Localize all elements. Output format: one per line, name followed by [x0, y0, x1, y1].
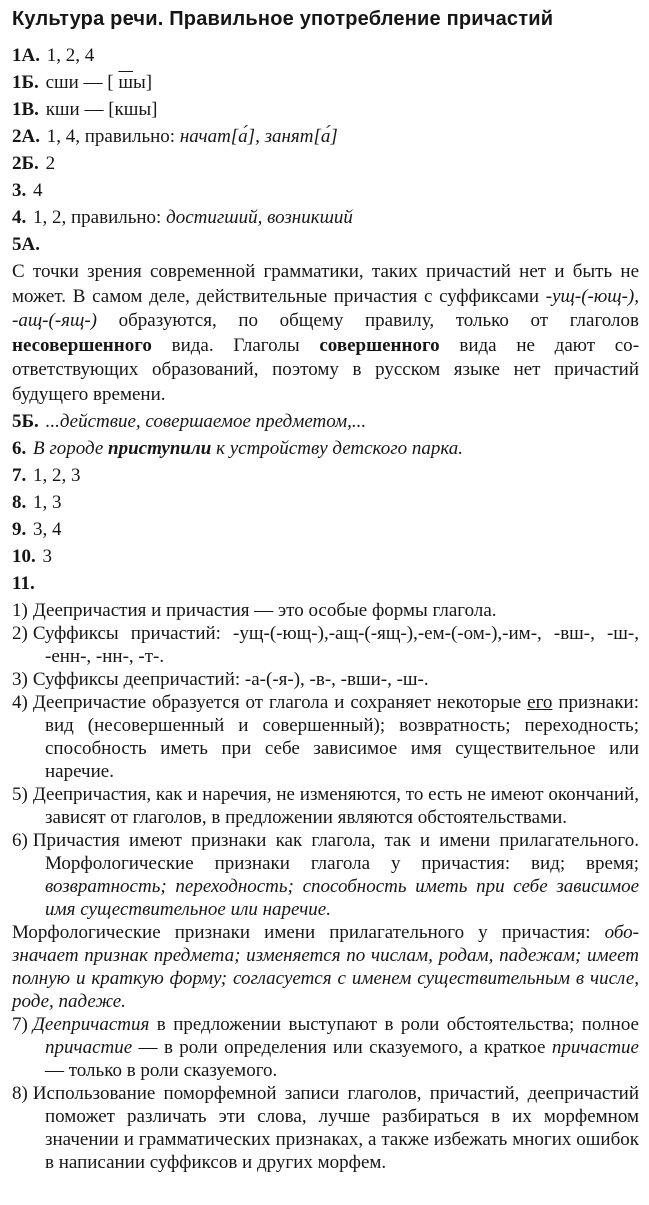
answer-4-text: 1, 2, правильно:	[33, 207, 167, 228]
list-item-7-term: причастие	[45, 1037, 133, 1058]
answer-8-text: 1, 3	[33, 492, 62, 513]
answer-2b-label: 2Б.	[12, 153, 39, 174]
answer-4-examples: достигший, возникший	[166, 207, 353, 228]
list-item-6-continuation	[12, 921, 639, 1013]
list-item-7-term: Деепричастия	[32, 1014, 150, 1035]
answer-6-verb: приступили	[108, 438, 212, 459]
list-item-7-text: в предложении выступают в роли обстоятельства; полное	[149, 1014, 639, 1035]
answer-5b-label: 5Б.	[12, 411, 39, 432]
answer-7-text: 1, 2, 3	[33, 465, 81, 486]
list-item-2-text: Суффиксы причастий: -ущ-(-ющ-),-ащ-(-ящ-),-ем-(-ом-),-им-, -вш-, -ш-, -енн-, -нн-, -т-.	[32, 623, 639, 667]
list-item-5	[12, 783, 639, 829]
list-item-8-number: 8)	[12, 1083, 28, 1104]
answer-1v	[12, 98, 639, 122]
list-item-8-text: Использование поморфемной записи глаголов, причастий, деепричастий поможет различать эти слова, лучше разбираться в их морфемном значении и грамматических признаках, а также избежать многих ошибок в написании суффиксов и других морфем.	[32, 1083, 639, 1173]
list-item-5-text: Деепричастия, как и наречия, не изменяются, то есть не имеют окончаний, зависят от глаголов, в предложении являются обстоятельствами.	[32, 784, 639, 828]
answer-1b-long-sound: ш	[118, 72, 134, 93]
answer-9-label: 9.	[12, 519, 27, 540]
answer-7-label: 7.	[12, 465, 27, 486]
answer-5b-text: ...действие, совершаемое предметом,...	[45, 411, 367, 432]
answer-4-label: 4.	[12, 207, 27, 228]
list-item-1	[12, 599, 639, 622]
answer-2a-examples: начат[а́], занят[а́]	[179, 126, 338, 147]
answer-5a-label: 5А.	[12, 234, 40, 255]
answer-3-text: 4	[33, 180, 43, 201]
paragraph-run: образуются, по общему правилу, только от глаголов	[96, 310, 639, 331]
paragraph-run: С точки зрения современной грамматики, таких причастий нет и быть не может. В самом деле, действительные причастия с суффиксами	[12, 261, 639, 307]
list-item-6	[12, 829, 639, 921]
list-item-4	[12, 691, 639, 783]
answer-6-label: 6.	[12, 438, 27, 459]
answer-1a-label: 1А.	[12, 45, 40, 66]
paragraph-suffixes: -ущ-(-ющ-), -ащ-(-ящ-)	[12, 285, 639, 331]
answer-1v-text: кши — [кшы]	[45, 99, 158, 120]
answer-4	[12, 206, 639, 230]
list-item-7-term: причастие	[551, 1037, 639, 1058]
answer-3	[12, 179, 639, 203]
answer-9-text: 3, 4	[33, 519, 62, 540]
answer-1v-label: 1В.	[12, 99, 39, 120]
paragraph-run: вида. Глаголы	[151, 334, 320, 356]
answer-10-label: 10.	[12, 546, 36, 567]
answer-3-label: 3.	[12, 180, 27, 201]
answer-2a-label: 2А.	[12, 126, 40, 147]
answer-9	[12, 518, 639, 542]
list-item-3	[12, 668, 639, 691]
list-item-6-italic-text: возвратность; переходность; способность иметь при себе зависимое имя существительное или наречие.	[45, 876, 639, 920]
list-item-2	[12, 622, 639, 668]
list-item-7-text-end: — только в роли сказуемого.	[45, 1060, 278, 1081]
list-item-6-number: 6)	[12, 830, 28, 851]
list-item-7-text: — в роли определения или сказуемого, а краткое	[132, 1037, 552, 1058]
answer-7	[12, 464, 639, 488]
list-item-1-text: Деепричастия и причастия — это особые формы глагола.	[32, 600, 497, 621]
answer-8-label: 8.	[12, 492, 27, 513]
answer-2a	[12, 125, 639, 149]
answer-1b-text: сши — [	[45, 72, 119, 93]
list-item-5-number: 5)	[12, 784, 28, 805]
answer-11-label: 11.	[12, 573, 35, 594]
list-item-4-underlined-word: его	[527, 692, 553, 713]
list-item-7	[12, 1013, 639, 1082]
answer-1b	[12, 71, 639, 95]
answer-6-text-end: к устройству детского парка.	[211, 438, 464, 459]
list-item-6b-italic-text: обозначает признак предмета; изменяется по числам, родам, падежам; имеет полную и краткую форму; согласуется с именем существительным в числе, роде, падеже.	[12, 922, 639, 1012]
answer-11	[12, 572, 639, 596]
answer-2a-text: 1, 4, правильно:	[46, 126, 180, 147]
answer-5a-paragraph	[12, 260, 639, 407]
list-item-4-text-end: признаки: вид (несовершенный и совершенный); возвратность; переходность; способность иметь при себе зависимое имя существительное или наречие.	[45, 692, 639, 782]
answer-1a-text: 1, 2, 4	[46, 45, 95, 66]
answer-1b-label: 1Б.	[12, 72, 39, 93]
list-item-6b-text: Морфологические признаки имени прилагательного у причастия:	[12, 922, 605, 943]
paragraph-term-perfective: совершенного	[319, 334, 440, 356]
answer-2b-text: 2	[45, 153, 56, 174]
paragraph-term-imperfective: несовершенного	[12, 334, 152, 356]
list-item-3-number: 3)	[12, 669, 28, 690]
list-item-6-text: Причастия имеют признаки как глагола, так и имени прилагательного. Морфологические признаки глагола у причастия: вид; время;	[32, 830, 639, 874]
list-item-4-number: 4)	[12, 692, 28, 713]
answer-1b-text-end: ы]	[133, 72, 153, 93]
answer-5a	[12, 233, 639, 257]
list-item-7-number: 7)	[12, 1014, 28, 1035]
answer-10	[12, 545, 639, 569]
answer-5b	[12, 410, 639, 434]
list-item-1-number: 1)	[12, 600, 28, 621]
answer-6	[12, 437, 639, 461]
answer-8	[12, 491, 639, 515]
answer-2b	[12, 152, 639, 176]
list-item-3-text: Суффиксы деепричастий: -а-(-я-), -в-, -вши-, -ш-.	[32, 669, 429, 690]
answer-6-text: В городе	[33, 438, 109, 459]
list-item-8	[12, 1082, 639, 1174]
page-title: Культура речи. Правильное употребление причастий	[12, 8, 554, 30]
answer-10-text: 3	[42, 546, 52, 567]
paragraph-run: вида не дают соответствующих образований, поэтому в русском языке нет причастий будущего времени.	[12, 334, 640, 405]
list-item-4-text: Деепричастие образуется от глагола и сохраняет некоторые	[32, 692, 528, 713]
answer-1a	[12, 44, 639, 68]
list-item-2-number: 2)	[12, 623, 28, 644]
